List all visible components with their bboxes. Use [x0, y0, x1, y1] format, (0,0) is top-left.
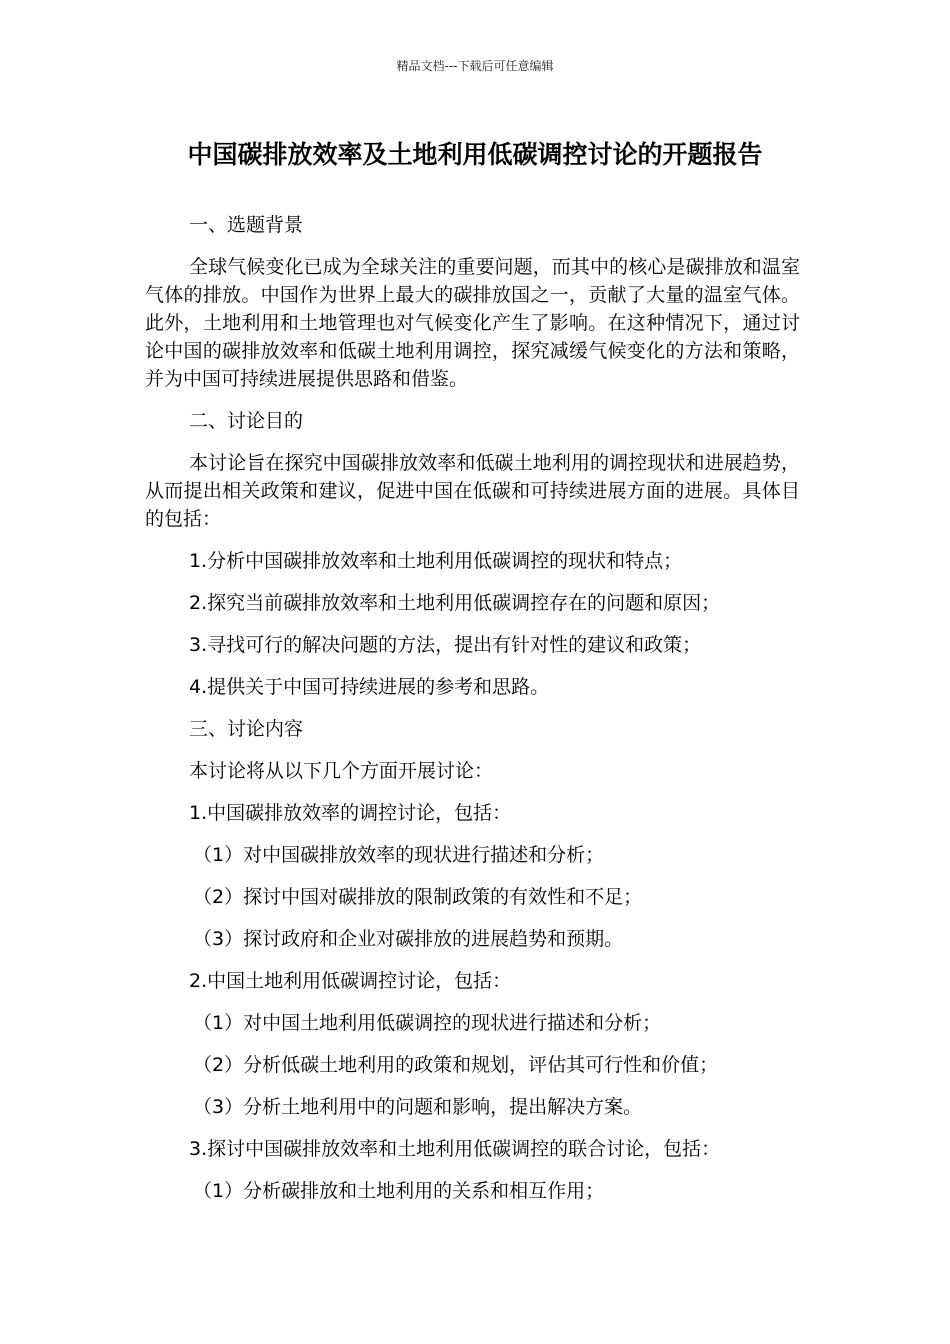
paragraph-background: 全球气候变化已成为全球关注的重要问题，而其中的核心是碳排放和温室气体的排放。中国作为世界上最大的碳排放国之一，贡献了大量的温室气体。此外，土地利用和土地管理也对气候变化产生了影响。在这种情况下，通过讨论中国的碳排放效率和低碳土地利用调控，探究减缓气候变化的方法和策略，并为中国可持续进展提供思路和借鉴。 — [145, 256, 800, 390]
content-group-title: 2.中国土地利用低碳调控讨论，包括： — [189, 970, 512, 992]
section-heading-background: 一、选题背景 — [189, 214, 304, 236]
purpose-item: 3.寻找可行的解决问题的方法，提出有针对性的建议和政策； — [189, 634, 702, 656]
header-note: 精品文档---下载后可任意编辑 — [396, 59, 554, 73]
content-group-item: （2）分析低碳土地利用的政策和规划，评估其可行性和价值； — [193, 1054, 719, 1076]
document-body — [145, 211, 800, 1219]
paragraph-purpose: 本讨论旨在探究中国碳排放效率和低碳土地利用的调控现状和进展趋势，从而提出相关政策和建议，促进中国在低碳和可持续进展方面的进展。具体目的包括： — [145, 452, 800, 530]
purpose-item: 2.探究当前碳排放效率和土地利用低碳调控存在的问题和原因； — [189, 592, 721, 614]
section-heading-content: 三、讨论内容 — [189, 718, 304, 740]
content-group-item: （1）对中国土地利用低碳调控的现状进行描述和分析； — [193, 1012, 662, 1034]
section-heading-purpose: 二、讨论目的 — [189, 410, 304, 432]
document-title: 中国碳排放效率及土地利用低碳调控讨论的开题报告 — [187, 140, 763, 169]
content-group-title: 3.探讨中国碳排放效率和土地利用低碳调控的联合讨论，包括： — [189, 1138, 721, 1160]
content-group-item: （1）分析碳排放和土地利用的关系和相互作用； — [193, 1180, 605, 1202]
content-intro: 本讨论将从以下几个方面开展讨论： — [189, 760, 494, 782]
content-group-item: （3）探讨政府和企业对碳排放的进展趋势和预期。 — [193, 928, 624, 950]
content-group-item: （2）探讨中国对碳排放的限制政策的有效性和不足； — [193, 886, 643, 908]
content-group-item: （1）对中国碳排放效率的现状进行描述和分析； — [193, 844, 605, 866]
content-group-title: 1.中国碳排放效率的调控讨论，包括： — [189, 802, 512, 824]
purpose-item: 1.分析中国碳排放效率和土地利用低碳调控的现状和特点； — [189, 550, 683, 572]
purpose-item: 4.提供关于中国可持续进展的参考和思路。 — [189, 676, 550, 698]
content-group-item: （3）分析土地利用中的问题和影响，提出解决方案。 — [193, 1096, 643, 1118]
